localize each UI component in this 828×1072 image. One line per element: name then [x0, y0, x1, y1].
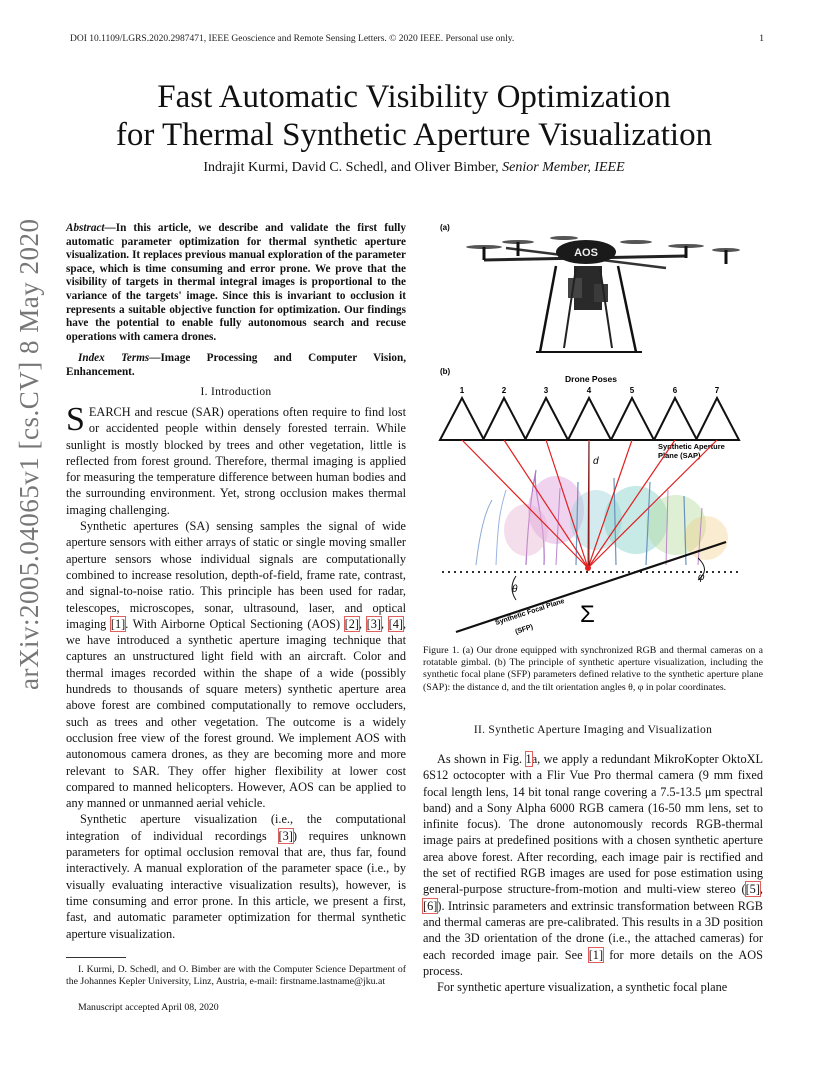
author-names: Indrajit Kurmi, David C. Schedl, and Oliver Bimber,: [203, 160, 503, 175]
arxiv-stamp[interactable]: arXiv:2005.04065v1 [cs.CV] 8 May 2020: [14, 218, 44, 690]
index-terms-text: —Image Processing and Computer Vision, Enhancement.: [66, 352, 406, 378]
footnote-manuscript: Manuscript accepted April 08, 2020: [78, 1002, 219, 1013]
drop-cap: S: [66, 401, 85, 438]
citation-link[interactable]: [1]: [588, 947, 604, 962]
citation-link[interactable]: [5]: [745, 882, 760, 897]
page-number: 1: [759, 34, 764, 44]
pose-frustums: [440, 398, 739, 440]
drone-poses-label: Drone Poses: [565, 374, 617, 384]
panel-a-label: (a): [440, 223, 450, 232]
pose-number: 1: [459, 386, 465, 395]
intro-p2-part-b: . With Airborne Optical Sectioning (AOS): [125, 616, 345, 631]
abstract-text: —In this article, we describe and validate the first fully automatic parameter optimization for thermal synthetic aperture visualization. It replaces previous manual exploration of the parameter space, which is time consuming and error prone. We prove that the visibility of targets in thermal integral images is proportional to the variance of the targets' image. Since this is invariant to occlusion it represents a suitable objective function for optimization. Our findings have the potential to enable fully autonomous search and recuse operations with camera drones.: [66, 222, 406, 343]
paper-title-line-2: for Thermal Synthetic Aperture Visualization: [115, 117, 713, 153]
pose-number: 4: [586, 386, 592, 395]
drone-logo-text: AOS: [574, 247, 598, 259]
footnote-affiliation: I. Kurmi, D. Schedl, and O. Bimber are with the Computer Science Department of the Johannes Kepler University, Linz, Austria, e-mail: firstname.lastname@jku.at: [66, 964, 406, 987]
figure-1: [436, 220, 766, 640]
pose-number: 5: [629, 386, 635, 395]
section2-paragraph-2: For synthetic aperture visualization, a synthetic focal plane: [437, 980, 728, 995]
section2-paragraph-1: [423, 751, 763, 979]
pose-number: 6: [672, 386, 678, 395]
citation-link[interactable]: [3]: [278, 828, 293, 843]
intro-p3-part-b: ) requires unknown parameters for optimal occlusion removal that are, thus far, found interactively. A manual exploration of the parameter space (i.e., by visually evaluating interactive visualization results), however, is time consuming and error prone. In this article, we present a first, fast, and automatic parameter optimization for thermal synthetic aperture visualization.: [66, 828, 406, 941]
section-heading-synthetic-aperture: II. Synthetic Aperture Imaging and Visualization: [473, 724, 713, 736]
pose-number: 2: [501, 386, 507, 395]
intro-paragraph-3: [66, 811, 406, 941]
separator: ,: [380, 616, 389, 631]
citation-link[interactable]: [4]: [388, 616, 403, 631]
pose-number: 7: [714, 386, 720, 395]
sec2-p1-part-b: , we apply a redundant MikroKopter OktoXL 6S12 octocopter with a Flir Vue Pro thermal camera (9 mm fixed focal length lens, 14 bit tonal range covering a 7.5-13.5 μm spectral band) and a Sony Alpha 6000 RGB camera (16-50 mm lens, set to infinite focus). The drone autonomously records RGB-thermal image pairs at predefined positions with a chosen synthetic aperture area above forest. After recording, each image pair is rectified and the set of rectified RGB images are used for pose estimation using general-purpose structure-from-motion and multi-view stereo: [423, 752, 763, 897]
drone-photo: [466, 236, 740, 352]
panel-b-label: (b): [440, 367, 451, 376]
intro-paragraph-1: EARCH and rescue (SAR) operations often require to find lost or accidented people within densely forested terrain. While sunlight is mostly blocked by trees and other vegetation, little is reflected from forest ground. Therefore, thermal imaging is applied for measuring the temperature difference between human bodies and the surrounding environment. Yet, strong occlusion makes thermal imaging challenging.: [66, 405, 406, 517]
sec2-p1-part-c: ). Intrinsic parameters and extrinsic transformation between RGB and thermal cameras are pre-calibrated. This results in a 3D position and the 3D orientation of the drone (i.e., the attached cameras) for each recorded image pair. See: [423, 898, 763, 962]
abstract: [66, 222, 406, 380]
sap-label-line-1: Synthetic Aperture: [658, 442, 725, 451]
separator: ,: [359, 616, 367, 631]
sigma-symbol: Σ: [580, 601, 595, 628]
intro-p3-part-a: Synthetic aperture visualization (i.e., the computational integration of individual recordings: [66, 812, 406, 843]
intro-body: [66, 401, 407, 942]
figure-link-suffix: a: [531, 752, 538, 766]
figure-1-graphic: [436, 220, 766, 640]
pose-number: 3: [543, 386, 549, 395]
forest-point-cloud: [476, 470, 728, 565]
abstract-label: Abstract: [66, 222, 105, 234]
pose-number-group: [460, 386, 720, 395]
focal-point: [585, 565, 591, 571]
sfp-label-line-2: (SFP): [514, 623, 535, 636]
doi-header: DOI 10.1109/LGRS.2020.2987471, IEEE Geoscience and Remote Sensing Letters. © 2020 IEEE. Personal use only.: [70, 34, 515, 44]
citation-link[interactable]: [6]: [423, 898, 438, 913]
distance-d-label: d: [593, 456, 599, 467]
separator: ,: [759, 882, 763, 897]
phi-label: φ: [698, 572, 705, 583]
citation-link[interactable]: [2]: [344, 616, 359, 631]
open-paren: (: [741, 882, 746, 897]
figure-link[interactable]: 1: [525, 752, 532, 766]
sfp-label-line-1: Synthetic Focal Plane: [494, 597, 566, 627]
intro-paragraph-2: [66, 518, 406, 811]
theta-label: θ: [512, 584, 518, 595]
author-list: [60, 160, 768, 176]
index-terms-label: Index Terms: [78, 352, 150, 365]
paper-title-line-1: Fast Automatic Visibility Optimization: [157, 79, 671, 115]
citation-link[interactable]: [1]: [110, 616, 126, 631]
author-role: Senior Member, IEEE: [502, 160, 625, 175]
intro-p2-part-c: , we have introduced a synthetic aperture imaging technique that captures an unstructured light field with an aircraft. Color and thermal images recorded within the shape of a wide (possibly hundreds to thousands of square meters) synthetic aperture area above forest are combined computationally to remove occluders, such as trees and other vegetation. The outcome is a widely occlusion free view of the forest ground. We implement AOS with autonomous camera drones, as they are becoming more and more relevant to SAR. They offer higher flexibility at lower cost compared to manned helicopters. However, AOS can be applied to any manned or unmanned aerial vehicle.: [66, 616, 407, 811]
sec2-p1-part-a: As shown in Fig.: [437, 752, 526, 766]
intro-p2-part-a: Synthetic apertures (SA) sensing samples the signal of wide aperture sensors with either arrays of static or single moving smaller aperture sensors whose individual signals are computationally combined to increase resolution, depth-of-field, frame rate, contrast, and signal-to-noise ratio. This principle has been used for radar, telescopes, microscopes, sonar, ultrasound, laser, and optical imaging: [66, 519, 406, 631]
figure-1-caption: Figure 1. (a) Our drone equipped with synchronized RGB and thermal cameras on a rotatable gimbal. (b) The principle of synthetic aperture visualization, including the synthetic focal plane (SFP) parameters defined relative to the synthetic aperture plane (SAP): the distance d, and the tilt orientation angles θ, φ in polar coordinates.: [423, 645, 763, 693]
section2-body: [423, 751, 763, 995]
footnote-rule: [66, 957, 126, 958]
sap-label-line-2: Plane (SAP): [658, 451, 701, 460]
section-heading-introduction: I. Introduction: [200, 386, 272, 398]
citation-link[interactable]: [3]: [366, 616, 381, 631]
sec2-p1-part-d: for more details on the AOS process.: [423, 947, 764, 978]
